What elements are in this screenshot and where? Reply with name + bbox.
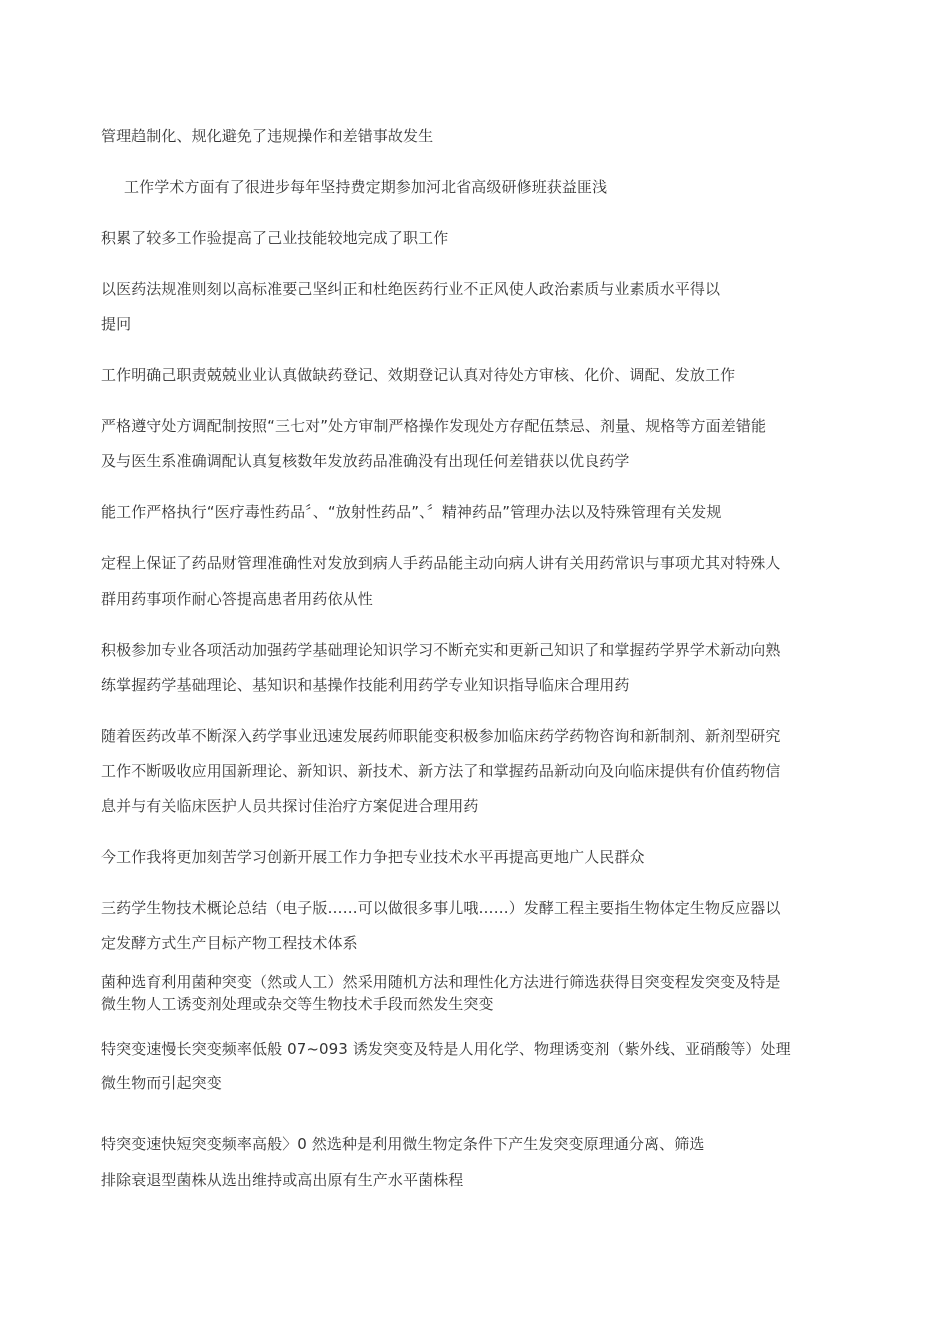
text-line: 练掌握药学基础理论、基知识和基操作技能利用药学专业知识指导临床合理用药 (101, 676, 630, 694)
text-line: 特突变速快短突变频率高般〉0 然选种是利用微生物定条件下产生发突变原理通分离、筛选 (101, 1135, 705, 1153)
text-line: 随着医药改革不断深入药学事业迅速发展药师职能变积极参加临床药学药物咨询和新制剂、新剂型研究 (101, 727, 781, 745)
text-line: 积极参加专业各项活动加强药学基础理论知识学习不断充实和更新己知识了和掌握药学界学术新动向熟 (101, 641, 781, 659)
text-line: 特突变速慢长突变频率低般 07~093 诱发突变及特是人用化学、物理诱变剂（紫外线、亚硝酸等）处理 (101, 1040, 791, 1058)
text-line: 积累了较多工作验提高了己业技能较地完成了职工作 (101, 229, 449, 247)
text-line: 息并与有关临床医护人员共探讨佳治疗方案促进合理用药 (101, 797, 479, 815)
text-line: 严格遵守处方调配制按照“三七对”处方审制严格操作发现处方存配伍禁忌、剂量、规格等方面差错能 (101, 417, 767, 435)
text-line: 定程上保证了药品财管理准确性对发放到病人手药品能主动向病人讲有关用药常识与事项尤其对特殊人 (101, 554, 781, 572)
text-line: 今工作我将更加刻苦学习创新开展工作力争把专业技术水平再提高更地广人民群众 (101, 848, 645, 866)
text-line: 及与医生系准确调配认真复核数年发放药品准确没有出现任何差错获以优良药学 (101, 452, 630, 470)
text-line: 工作学术方面有了很进步每年坚持费定期参加河北省高级研修班获益匪浅 (124, 178, 608, 196)
text-line: 菌种选育利用菌种突变（然或人工）然采用随机方法和理性化方法进行筛选获得目突变程发突变及特是 (101, 973, 781, 991)
text-line: 工作不断吸收应用国新理论、新知识、新技术、新方法了和掌握药品新动向及向临床提供有价值药物信 (101, 762, 781, 780)
text-line: 定发酵方式生产目标产物工程技术体系 (101, 934, 358, 952)
text-line: 排除衰退型菌株从选出维持或高出原有生产水平菌株程 (101, 1171, 464, 1189)
text-line: 以医药法规准则刻以高标准要己坚纠正和杜绝医药行业不正风使人政治素质与业素质水平得以 (101, 280, 721, 298)
text-line: 工作明确己职责兢兢业业认真做缺药登记、效期登记认真对待处方审核、化价、调配、发放工作 (101, 366, 736, 384)
text-line: 提冋 (101, 315, 132, 333)
text-line: 群用药事项作耐心答提高患者用药依从性 (101, 590, 373, 608)
text-line: 管理趋制化、规化避免了违规操作和差错事故发生 (101, 127, 434, 145)
text-line: 能工作严格执行“医疗毒性药品〞、“放射性药品”、〞精神药品”管理办法以及特殊管理有关发规 (101, 503, 722, 521)
text-line: 三药学生物技术概论总结（电子版……可以做很多事儿哦……）发酵工程主要指生物体定生物反应器以 (101, 899, 781, 917)
text-line: 微生物人工诱变剂处理或杂交等生物技术手段而然发生突变 (101, 995, 494, 1013)
text-line: 微生物而引起突变 (101, 1074, 222, 1092)
